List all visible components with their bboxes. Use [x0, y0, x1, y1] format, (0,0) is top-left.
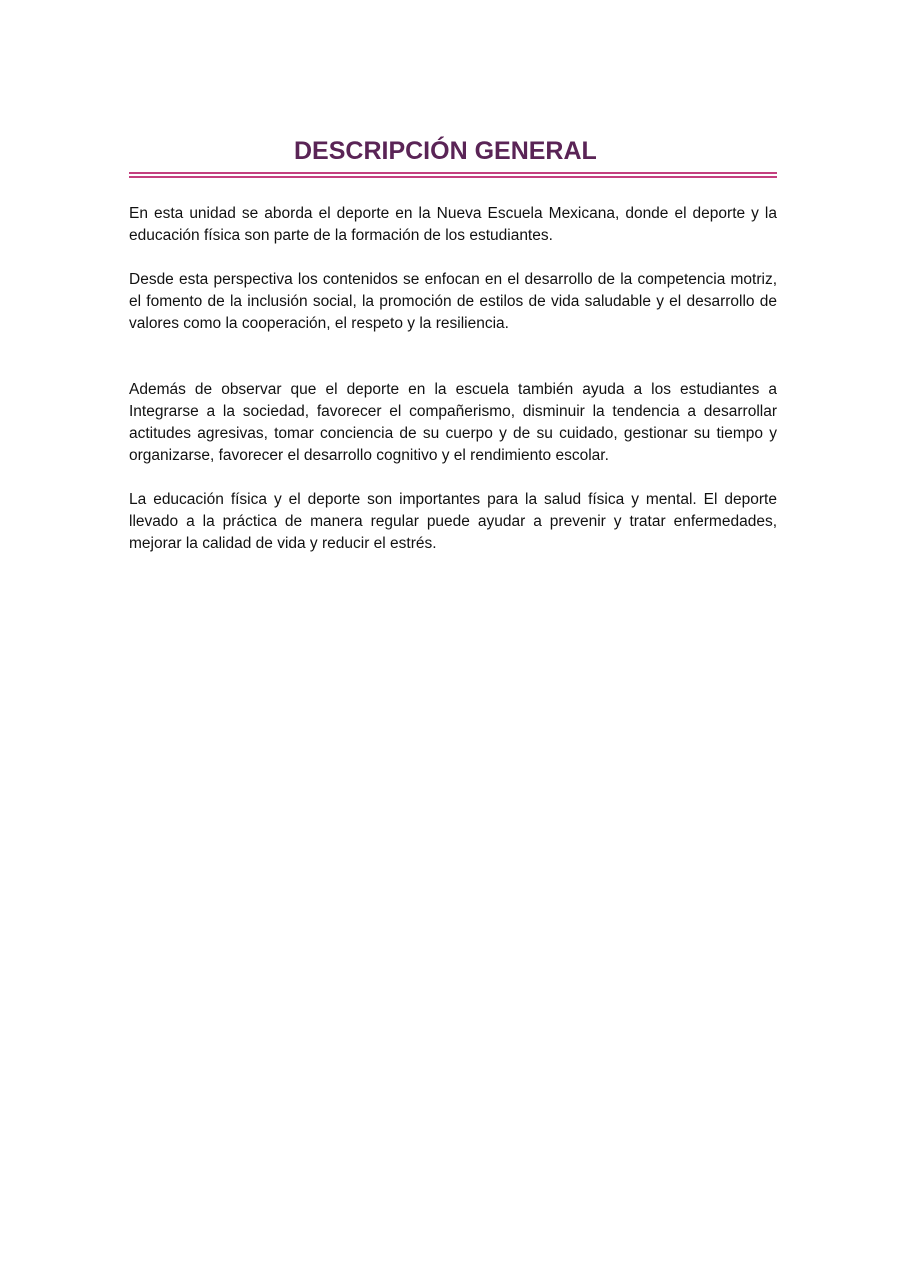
paragraph-intro: En esta unidad se aborda el deporte en la Nueva Escuela Mexicana, donde el deporte y la educación física son parte de la formación de los estudiantes. — [129, 205, 777, 244]
paragraph-health: La educación física y el deporte son importantes para la salud física y mental. El deporte llevado a la práctica de manera regular puede ayudar a prevenir y tratar enfermedades, mejorar la calidad de vida y reducir el estrés. — [129, 491, 777, 552]
paragraph-perspective: Desde esta perspectiva los contenidos se enfocan en el desarrollo de la competencia motriz, el fomento de la inclusión social, la promoción de estilos de vida saludable y el desarrollo de valores como la cooperación, el respeto y la resiliencia. — [129, 271, 777, 332]
paragraph-benefits: Además de observar que el deporte en la escuela también ayuda a los estudiantes a Integrarse a la sociedad, favorecer el compañerismo, disminuir la tendencia a desarrollar actitudes agresivas, tomar conciencia de su cuerpo y de su cuidado, gestionar su tiempo y organizarse, favorecer el desarrollo cognitivo y el rendimiento escolar. — [129, 381, 777, 464]
title-rule-top-line — [129, 172, 777, 174]
title-rule-bottom-line — [129, 176, 777, 178]
title-double-rule — [129, 172, 777, 179]
page-title: DESCRIPCIÓN GENERAL — [294, 137, 597, 165]
document-content — [129, 130, 777, 555]
